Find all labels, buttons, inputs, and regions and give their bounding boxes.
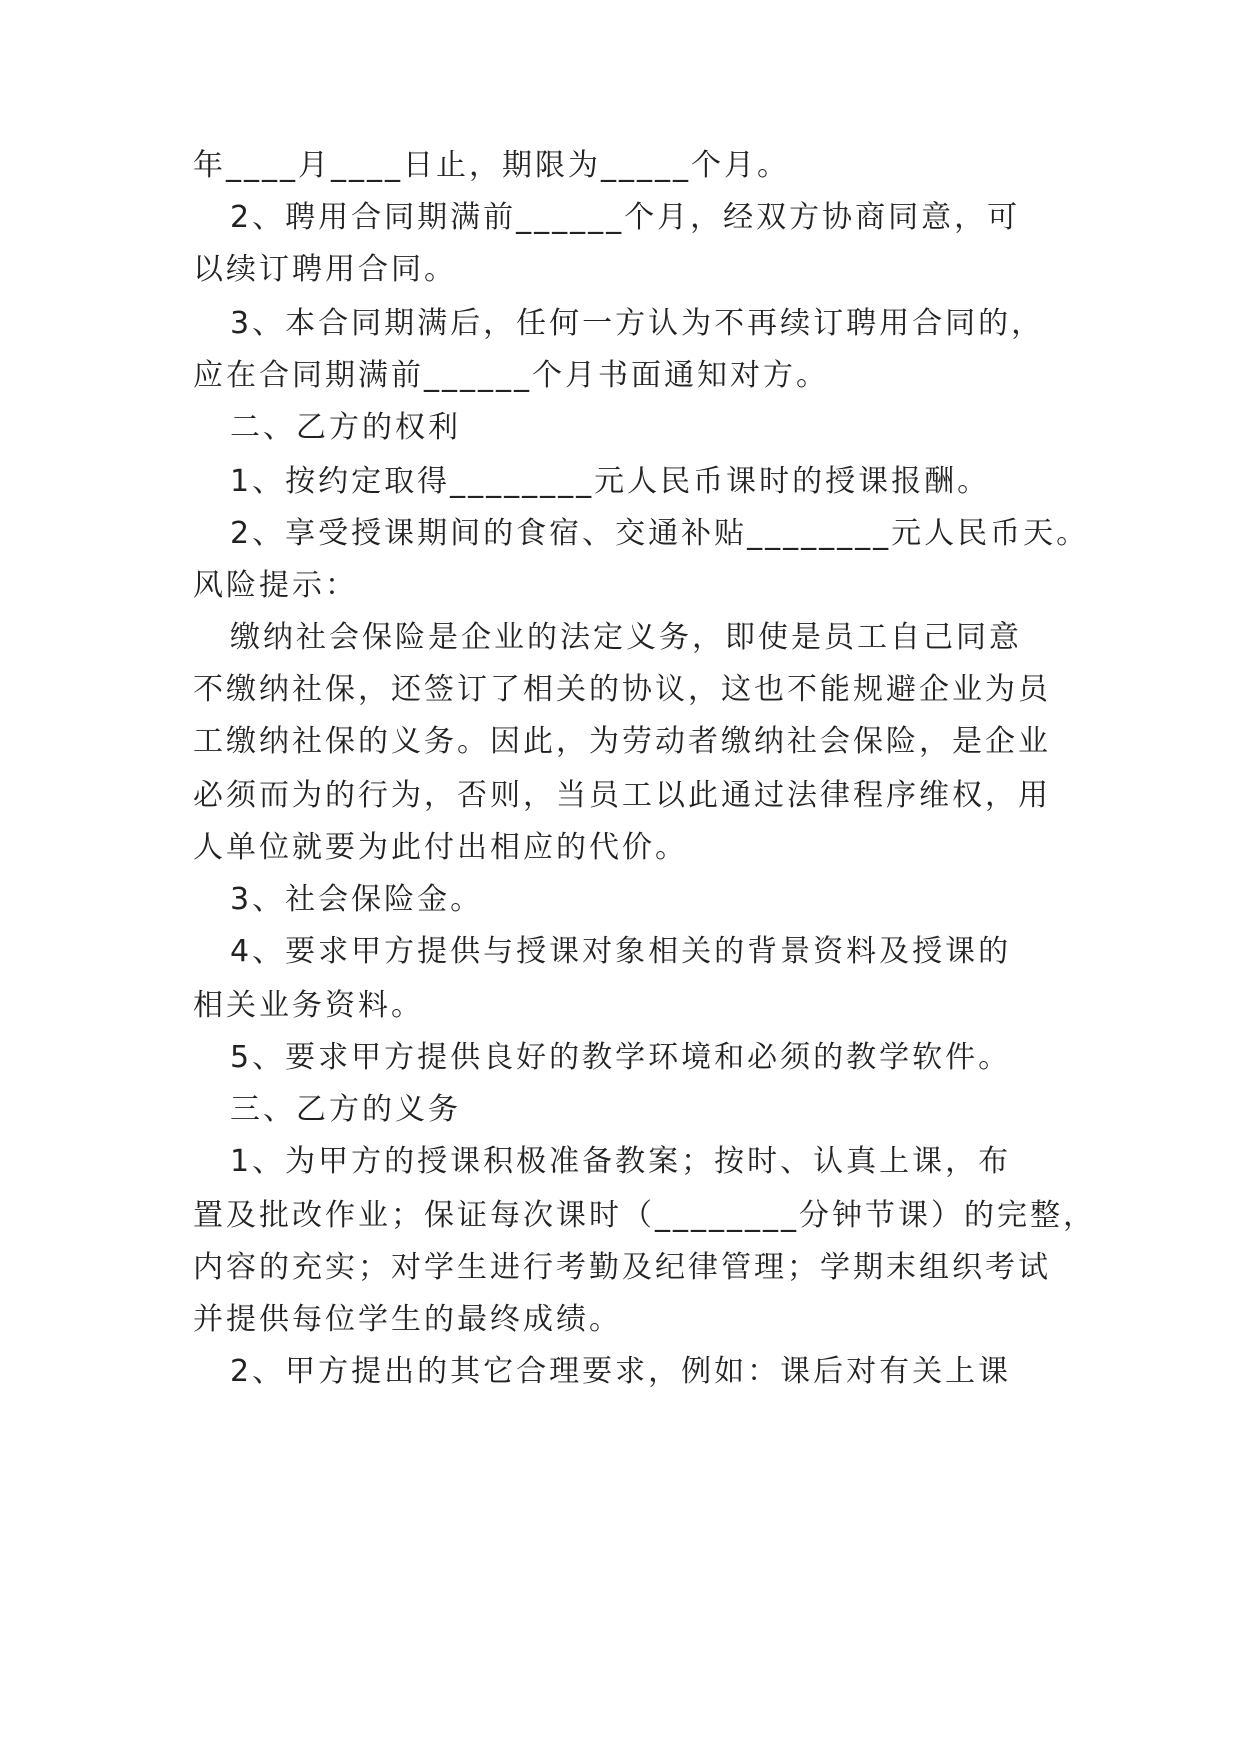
text-line: 以续订聘用合同。 — [193, 252, 457, 287]
text-line: 并提供每位学生的最终成绩。 — [193, 1302, 622, 1337]
text-line: 3、本合同期满后，任何一方认为不再续订聘用合同的， — [230, 306, 1045, 341]
text-line: 3、社会保险金。 — [230, 882, 484, 917]
text-line: 1、按约定取得________元人民币课时的授课报酬。 — [230, 464, 991, 499]
text-line: 2、聘用合同期满前______个月，经双方协商同意，可 — [230, 200, 1021, 235]
text-line: 置及批改作业；保证每次课时（________分钟节课）的完整， — [193, 1198, 1096, 1233]
text-line: 4、要求甲方提供与授课对象相关的背景资料及授课的 — [230, 934, 1012, 969]
text-line: 风险提示： — [193, 568, 358, 603]
text-line: 内容的充实；对学生进行考勤及纪律管理；学期末组织考试 — [193, 1250, 1051, 1285]
text-line: 相关业务资料。 — [193, 988, 424, 1023]
text-line: 工缴纳社保的义务。因此，为劳动者缴纳社会保险，是企业 — [193, 724, 1051, 759]
text-line: 缴纳社会保险是企业的法定义务，即使是员工自己同意 — [230, 620, 1022, 655]
text-line: 2、甲方提出的其它合理要求，例如：课后对有关上课 — [230, 1354, 1012, 1389]
section-heading: 二、乙方的权利 — [230, 410, 461, 445]
text-line: 人单位就要为此付出相应的代价。 — [193, 830, 688, 865]
text-line: 应在合同期满前______个月书面通知对方。 — [193, 358, 829, 393]
text-line: 1、为甲方的授课积极准备教案；按时、认真上课，布 — [230, 1144, 1012, 1179]
text-line: 年____月____日止，期限为_____个月。 — [193, 148, 790, 183]
text-line: 5、要求甲方提供良好的教学环境和必须的教学软件。 — [230, 1040, 1012, 1075]
text-line: 不缴纳社保，还签订了相关的协议，这也不能规避企业为员 — [193, 672, 1051, 707]
section-heading: 三、乙方的义务 — [230, 1092, 461, 1127]
text-line: 必须而为的行为，否则，当员工以此通过法律程序维权，用 — [193, 778, 1051, 813]
text-line: 2、享受授课期间的食宿、交通补贴________元人民币天。 — [230, 516, 1090, 551]
